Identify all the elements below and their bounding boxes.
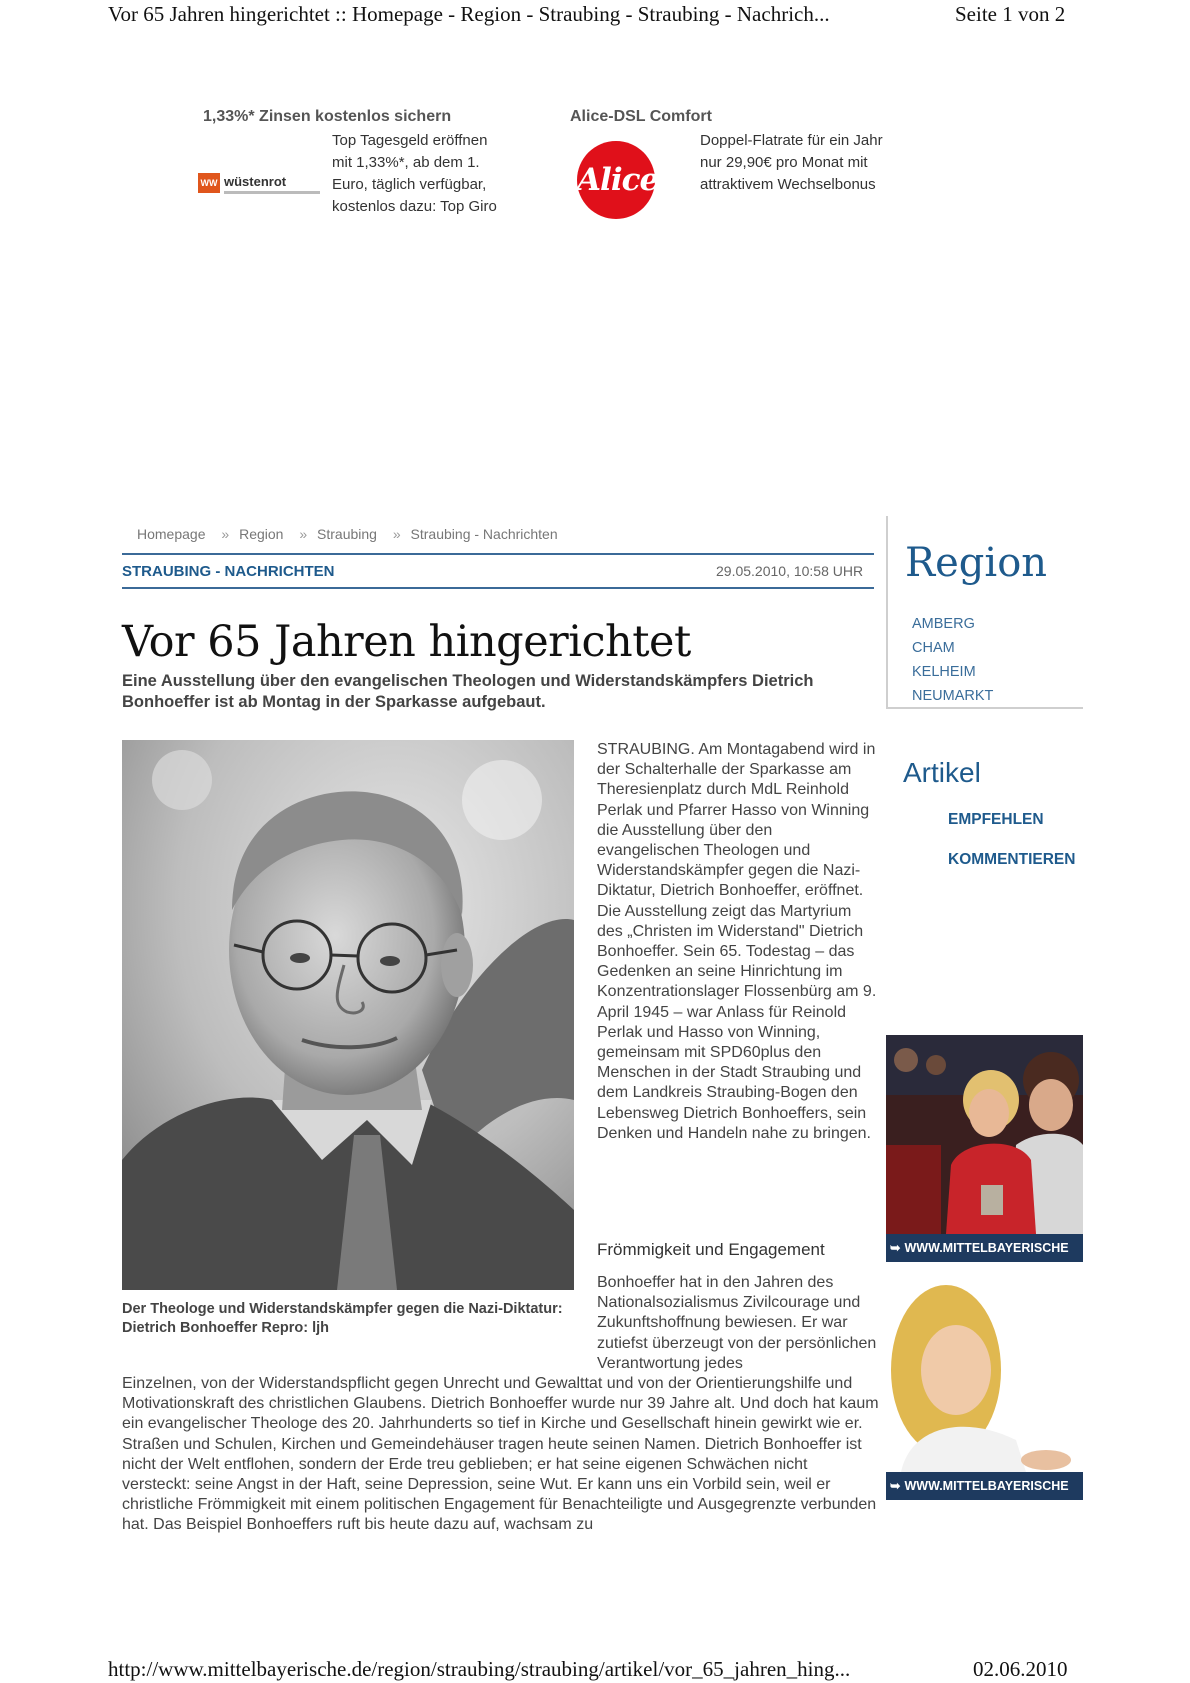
print-header-title: Vor 65 Jahren hingerichtet :: Homepage - Region - Straubing - Straubing - Nachrich... [108, 2, 830, 26]
promo-cinema-image [886, 1035, 1083, 1234]
article-headline: Vor 65 Jahren hingerichtet [122, 617, 691, 667]
ad-line: Top Tagesgeld eröffnen [332, 132, 488, 149]
article-subhead: Eine Ausstellung über den evangelischen Theologen und Widerstandskämpfers Dietrich Bonhoeffer ist ab Montag in der Sparkasse aufgebaut. [122, 672, 814, 711]
article-timestamp: 29.05.2010, 10:58 UHR [716, 563, 864, 579]
kommentieren-link[interactable]: KOMMENTIEREN [948, 851, 1076, 868]
print-footer-url: http://www.mittelbayerische.de/region/straubing/straubing/artikel/vor_65_jahren_hing... [108, 1657, 851, 1681]
ad-wuestenrot-headline[interactable]: 1,33%* Zinsen kostenlos sichern [203, 108, 452, 125]
wuestenrot-logo-mark: WW [198, 173, 220, 193]
article-paragraph-2-wide: Einzelnen, von der Widerstandspflicht gegen Unrecht und Gewalttat und von der Orientierungshilfe und Motivationskraft des christlichen Glaubens. Dietrich Bonhoeffer wurde nur 39 Jahre alt. Und doch hat kaum ein evangelischer Theologe des 20. Jahrhunderts so tief in Kirche und Gesellschaft hinein gewirkt wie er. Straßen und Schulen, Kirchen und Gemeindehäuser tragen heute seinen Namen. Dietrich Bonhoeffer ist nicht der Welt entflohen, sondern der Erde treu geblieben; er hat seine eigenen Schwächen nicht versteckt: seine Angst in der Haft, seine Depression, seine Wut. Er kann uns ein Vorbild sein, weil er christliche Frömmigkeit mit einem politischen Engagement für Benachteiligte und Ausgegrenzte verbunden hat. Das Beispiel Bonhoeffers ruft bis heute dazu auf, wachsam zu [122, 1375, 879, 1534]
breadcrumb-separator: » [392, 526, 401, 542]
promo-label-bar[interactable] [886, 1234, 1083, 1262]
promo-label: WWW.MITTELBAYERISCHE [904, 1479, 1069, 1493]
alice-logo[interactable]: Alice [577, 141, 655, 219]
breadcrumb-region[interactable]: Region [239, 526, 284, 542]
print-page-number: Seite 1 von 2 [955, 2, 1066, 26]
print-footer-date: 02.06.2010 [973, 1657, 1068, 1681]
article-subheading: Frömmigkeit und Engagement [597, 1240, 825, 1259]
sidebar-item-cham[interactable]: CHAM [912, 640, 955, 656]
breadcrumb-straubing-nachrichten[interactable]: Straubing - Nachrichten [410, 526, 558, 542]
article-photo[interactable] [122, 740, 574, 1290]
section-name[interactable]: STRAUBING - NACHRICHTEN [122, 563, 335, 580]
sidebar-item-neumarkt[interactable]: NEUMARKT [912, 688, 994, 704]
ad-line: Doppel-Flatrate für ein Jahr [700, 132, 883, 149]
ad-line: nur 29,90€ pro Monat mit [700, 154, 868, 171]
sidebar-region-border [886, 516, 888, 708]
sidebar-region-list [912, 612, 993, 708]
wuestenrot-logo-text: wüstenrot [224, 174, 287, 189]
ad-line: mit 1,33%*, ab dem 1. [332, 154, 480, 171]
promo-label-bar[interactable] [886, 1472, 1083, 1500]
empfehlen-link[interactable]: EMPFEHLEN [948, 811, 1044, 828]
ad-alice-headline[interactable]: Alice-DSL Comfort [570, 108, 712, 125]
portrait-image [122, 740, 574, 1290]
section-rule-bottom [122, 587, 874, 589]
breadcrumb-homepage[interactable]: Homepage [137, 526, 206, 542]
promo-banner-woman[interactable] [886, 1275, 1083, 1500]
article-paragraph-1: STRAUBING. Am Montagabend wird in der Schalterhalle der Sparkasse am Theresienplatz durch MdL Reinhold Perlak und Pfarrer Hasso von Winning die Ausstellung über den evangelischen Theologen und Widerstandskämpfer gegen die Nazi-Diktatur, Dietrich Bonhoeffer, eröffnet. Die Ausstellung zeigt das Martyrium des „Christen im Widerstand" Dietrich Bonhoeffer. Sein 65. Todestag – das Gedenken an seine Hinrichtung im Konzentrationslager Flossenbürg am 9. April 1945 – war Anlass für Reinold Perlak und Hasso von Winning, gemeinsam mit SPD60plus den Menschen in der Stadt Straubing und dem Landkreis Straubing-Bogen den Lebensweg Dietrich Bonhoeffers, sein Denken und Handeln nahe zu bringen. [597, 741, 877, 1142]
ad-alice-text[interactable] [700, 130, 910, 196]
sidebar-item-amberg[interactable]: AMBERG [912, 616, 975, 632]
ad-line: Euro, täglich verfügbar, [332, 176, 487, 193]
sidebar-item-kelheim[interactable]: KELHEIM [912, 664, 976, 680]
breadcrumb-separator: » [299, 526, 308, 542]
link-arrow-icon: ➥ [890, 1241, 901, 1255]
ad-line: attraktivem Wechselbonus [700, 176, 876, 193]
ad-line: kostenlos dazu: Top Giro [332, 198, 497, 215]
article-paragraph-2-narrow: Bonhoeffer hat in den Jahren des Nationalsozialismus Zivilcourage und Zukunftshoffnung bewiesen. Er war zutiefst überzeugt von der persönlichen Verantwortung jedes [597, 1274, 877, 1372]
breadcrumb [137, 526, 558, 542]
promo-banner-cinema[interactable] [886, 1035, 1083, 1262]
breadcrumb-separator: » [221, 526, 230, 542]
breadcrumb-straubing[interactable]: Straubing [317, 526, 377, 542]
promo-woman-image [886, 1275, 1083, 1472]
promo-label: WWW.MITTELBAYERISCHE [904, 1241, 1069, 1255]
sidebar-region-title: Region [905, 540, 1048, 586]
section-rule-top [122, 553, 874, 555]
wuestenrot-logo[interactable] [198, 173, 322, 199]
photo-caption: Der Theologe und Widerstandskämpfer gegen die Nazi-Diktatur: Dietrich Bonhoeffer Repro: ljh [122, 1301, 563, 1336]
ad-wuestenrot-text[interactable] [332, 130, 532, 218]
link-arrow-icon: ➥ [890, 1479, 901, 1493]
wuestenrot-logo-underline [224, 191, 320, 194]
sidebar-artikel-title: Artikel [903, 757, 981, 788]
